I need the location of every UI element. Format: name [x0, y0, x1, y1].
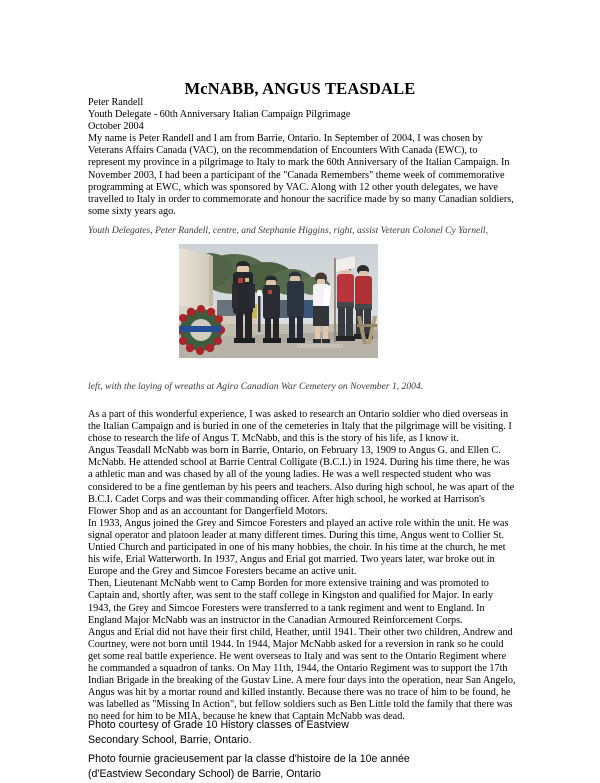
- ceremony-photo-graphic: [179, 244, 378, 358]
- photo-credit-french-line-1: Photo fournie gracieusement par la classe d'histoire de la 10e année: [88, 752, 410, 765]
- photo-credit-french-line-2: (d'Eastview Secondary School) de Barrie, Ontario: [88, 768, 321, 781]
- intro-paragraph: My name is Peter Randell and I am from Barrie, Ontario. In September of 2004, I was chosen by Veterans Affairs Canada (VAC), on the recommendation of Encounters With Canada (EWC), to represent my province in a pilgrimage to Italy to mark the 60th Anniversary of the Italian Campaign. In November 2003, I had been a participant of the "Canada Remembers" theme week of commemorative programming at EWC, which was sponsored by VAC. Along with 12 other youth delegates, we have travelled to Italy in order to commemorate and honour the sacrifice made by so many Canadian soldiers, some sixty years ago.: [88, 133, 514, 217]
- story-paragraph-1: As a part of this wonderful experience, I was asked to research an Ontario soldier who died overseas in the Italian Campaign and is buried in one of the cemeteries in Italy that the pilgrimage will be visiting. I chose to research the life of Angus T. McNabb, and this is the story of his life, as I know it.: [88, 409, 512, 445]
- photo-credit-english-line-1: Photo courtesy of Grade 10 History classes of Eastview: [88, 719, 349, 731]
- intro-text-block: [88, 97, 514, 218]
- story-paragraph-4: Then, Lieutenant McNabb went to Camp Borden for more extensive training and was promoted to Captain and, shortly after, was sent to the staff college in Kingston and qualified for Major. In early 1943, the Grey and Simcoe Foresters were transferred to a tank regiment and went to England. In England Major McNabb was an instructor in the Canadian Armoured Reinforcement Corps.: [88, 578, 494, 626]
- photo-caption-below: left, with the laying of wreaths at Agira Canadian War Cemetery on November 1, 2004.: [88, 381, 424, 392]
- photo-credit-english-line-2: Secondary School, Barrie, Ontario.: [88, 734, 252, 747]
- ceremony-photo: [179, 244, 378, 358]
- story-paragraph-2: Angus Teasdall McNabb was born in Barrie, Ontario, on February 13, 1909 to Angus G. and Ellen C. McNabb. He attended school at Barrie Central Colligate (B.C.I.) in 1924. During his time there, he was a athletic man and was chased by all of the young ladies. He was a well respected student who was considered to be a fine gentleman by his peers and teachers. Also during high school, he was apart of the B.C.I. Cadet Corps and was their commanding officer. After high school, he worked at Harrison's Flower Shop and as an accountant for Dangerfield Motors.: [88, 445, 515, 517]
- byline-author: Peter Randell: [88, 97, 144, 108]
- story-paragraph-5: Angus and Erial did not have their first child, Heather, until 1941. Their other two children, Andrew and Courtney, were not born until 1944. In 1944, Major McNabb asked for a reversion in rank so he could get some real battle experience. He went overseas to Italy and was sent to the Ontario Regiment where he commanded a squadron of tanks. On May 11th, 1944, the Ontario Regiment was to support the 17th Indian Brigade in the breaking of the Gustav Line. A mere four days into the operation, near San Angelo, Angus was hit by a mortar round and killed instantly. Because there was no trace of him to be found, he was labelled as "Missing In Action", but fellow soldiers such as Ben Little told the family that there was no need for him to be MIA, because he knew that Captain McNabb was dead.: [88, 626, 516, 723]
- page-title: McNABB, ANGUS TEASDALE: [184, 79, 416, 99]
- photo-caption-above: Youth Delegates, Peter Randell, centre, and Stephanie Higgins, right, assist Veteran Colonel Cy Yarnell,: [88, 225, 488, 236]
- photo-credit-footer: [88, 718, 548, 783]
- story-paragraph-3: In 1933, Angus joined the Grey and Simcoe Foresters and played an active role within the unit. He was signal operator and platoon leader at many different times. During this time, Angus went to Collier St. Untied Church and participated in one of his many hobbies, the choir. In his time at the church, he met his wife, Erial Watterworth. In 1937, Angus and Erial got married. Two years later, war broke out in Europe and the Grey and Simcoe Foresters became an active unit.: [88, 517, 509, 578]
- byline-role: Youth Delegate - 60th Anniversary Italian Campaign Pilgrimage: [88, 109, 351, 121]
- byline-date: October 2004: [88, 121, 144, 133]
- story-text-block: [88, 409, 516, 723]
